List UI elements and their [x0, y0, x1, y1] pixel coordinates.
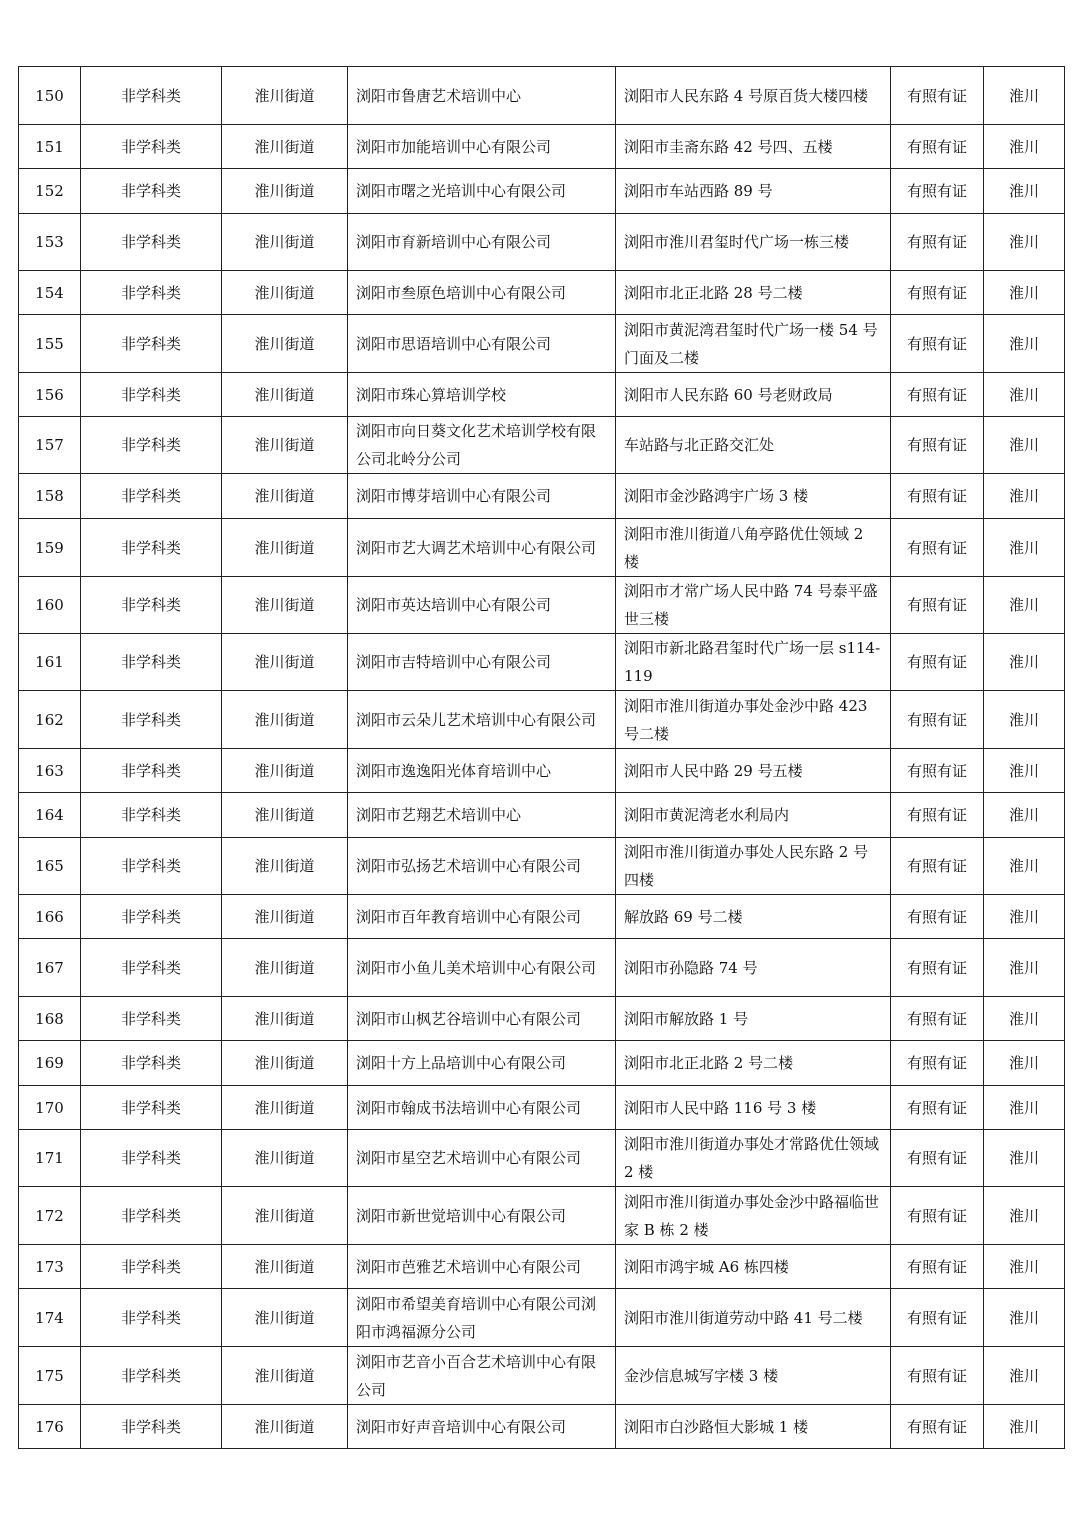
category-cell: 非学科类 — [81, 125, 222, 169]
institution-name-cell: 浏阳市曙之光培训中心有限公司 — [348, 169, 616, 214]
table-row — [19, 997, 1065, 1041]
row-number: 175 — [19, 1347, 81, 1405]
address-cell: 浏阳市淮川君玺时代广场一栋三楼 — [616, 214, 891, 271]
street-cell: 淮川街道 — [222, 1405, 348, 1449]
street-cell: 淮川街道 — [222, 519, 348, 577]
address-cell: 解放路 69 号二楼 — [616, 895, 891, 939]
area-cell: 淮川 — [984, 315, 1065, 373]
area-cell: 淮川 — [984, 67, 1065, 125]
table-row — [19, 1041, 1065, 1086]
row-number: 152 — [19, 169, 81, 214]
address-cell: 车站路与北正路交汇处 — [616, 417, 891, 474]
address-cell: 浏阳市北正北路 2 号二楼 — [616, 1041, 891, 1086]
area-cell: 淮川 — [984, 1086, 1065, 1130]
row-number: 167 — [19, 939, 81, 997]
institution-name-cell: 浏阳市博芽培训中心有限公司 — [348, 474, 616, 519]
license-status-cell: 有照有证 — [891, 1289, 984, 1347]
area-cell: 淮川 — [984, 1245, 1065, 1289]
table-body — [19, 67, 1065, 1449]
address-cell: 浏阳市黄泥湾君玺时代广场一楼 54 号门面及二楼 — [616, 315, 891, 373]
category-cell: 非学科类 — [81, 895, 222, 939]
area-cell: 淮川 — [984, 634, 1065, 691]
license-status-cell: 有照有证 — [891, 749, 984, 793]
institution-name-cell: 浏阳市好声音培训中心有限公司 — [348, 1405, 616, 1449]
row-number: 163 — [19, 749, 81, 793]
category-cell: 非学科类 — [81, 417, 222, 474]
address-cell: 浏阳市淮川街道八角亭路优仕领域 2 楼 — [616, 519, 891, 577]
license-status-cell: 有照有证 — [891, 577, 984, 634]
address-cell: 浏阳市鸿宇城 A6 栋四楼 — [616, 1245, 891, 1289]
institution-name-cell: 浏阳市翰成书法培训中心有限公司 — [348, 1086, 616, 1130]
institution-name-cell: 浏阳市向日葵文化艺术培训学校有限公司北岭分公司 — [348, 417, 616, 474]
street-cell: 淮川街道 — [222, 939, 348, 997]
institution-name-cell: 浏阳市弘扬艺术培训中心有限公司 — [348, 838, 616, 895]
category-cell: 非学科类 — [81, 577, 222, 634]
area-cell: 淮川 — [984, 997, 1065, 1041]
area-cell: 淮川 — [984, 939, 1065, 997]
license-status-cell: 有照有证 — [891, 1245, 984, 1289]
street-cell: 淮川街道 — [222, 271, 348, 315]
license-status-cell: 有照有证 — [891, 939, 984, 997]
category-cell: 非学科类 — [81, 67, 222, 125]
category-cell: 非学科类 — [81, 169, 222, 214]
category-cell: 非学科类 — [81, 373, 222, 417]
address-cell: 浏阳市新北路君玺时代广场一层 s114-119 — [616, 634, 891, 691]
category-cell: 非学科类 — [81, 1405, 222, 1449]
institution-name-cell: 浏阳市星空艺术培训中心有限公司 — [348, 1130, 616, 1187]
address-cell: 浏阳市人民中路 29 号五楼 — [616, 749, 891, 793]
street-cell: 淮川街道 — [222, 169, 348, 214]
street-cell: 淮川街道 — [222, 793, 348, 838]
table-row — [19, 939, 1065, 997]
institution-name-cell: 浏阳市英达培训中心有限公司 — [348, 577, 616, 634]
row-number: 154 — [19, 271, 81, 315]
table-row — [19, 838, 1065, 895]
license-status-cell: 有照有证 — [891, 474, 984, 519]
street-cell: 淮川街道 — [222, 214, 348, 271]
category-cell: 非学科类 — [81, 838, 222, 895]
address-cell: 浏阳市淮川街道办事处金沙中路福临世家 B 栋 2 楼 — [616, 1187, 891, 1245]
row-number: 173 — [19, 1245, 81, 1289]
category-cell: 非学科类 — [81, 1086, 222, 1130]
institution-name-cell: 浏阳市逸逸阳光体育培训中心 — [348, 749, 616, 793]
address-cell: 浏阳市淮川街道办事处人民东路 2 号四楼 — [616, 838, 891, 895]
row-number: 176 — [19, 1405, 81, 1449]
row-number: 162 — [19, 691, 81, 749]
license-status-cell: 有照有证 — [891, 1041, 984, 1086]
institution-name-cell: 浏阳市云朵儿艺术培训中心有限公司 — [348, 691, 616, 749]
area-cell: 淮川 — [984, 838, 1065, 895]
license-status-cell: 有照有证 — [891, 271, 984, 315]
table-row — [19, 1347, 1065, 1405]
street-cell: 淮川街道 — [222, 577, 348, 634]
license-status-cell: 有照有证 — [891, 997, 984, 1041]
institution-name-cell: 浏阳市百年教育培训中心有限公司 — [348, 895, 616, 939]
category-cell: 非学科类 — [81, 793, 222, 838]
institution-name-cell: 浏阳市鲁唐艺术培训中心 — [348, 67, 616, 125]
row-number: 157 — [19, 417, 81, 474]
table-row — [19, 373, 1065, 417]
institution-name-cell: 浏阳市艺翔艺术培训中心 — [348, 793, 616, 838]
institution-name-cell: 浏阳市新世觉培训中心有限公司 — [348, 1187, 616, 1245]
street-cell: 淮川街道 — [222, 1130, 348, 1187]
institution-name-cell: 浏阳市芭雅艺术培训中心有限公司 — [348, 1245, 616, 1289]
street-cell: 淮川街道 — [222, 474, 348, 519]
street-cell: 淮川街道 — [222, 67, 348, 125]
table-row — [19, 271, 1065, 315]
category-cell: 非学科类 — [81, 519, 222, 577]
category-cell: 非学科类 — [81, 749, 222, 793]
table-row — [19, 1130, 1065, 1187]
license-status-cell: 有照有证 — [891, 315, 984, 373]
address-cell: 浏阳市淮川街道办事处金沙中路 423 号二楼 — [616, 691, 891, 749]
table-row — [19, 1289, 1065, 1347]
table-row — [19, 793, 1065, 838]
street-cell: 淮川街道 — [222, 749, 348, 793]
street-cell: 淮川街道 — [222, 1187, 348, 1245]
area-cell: 淮川 — [984, 519, 1065, 577]
area-cell: 淮川 — [984, 1041, 1065, 1086]
institution-name-cell: 浏阳市艺音小百合艺术培训中心有限公司 — [348, 1347, 616, 1405]
row-number: 166 — [19, 895, 81, 939]
license-status-cell: 有照有证 — [891, 125, 984, 169]
institution-name-cell: 浏阳十方上品培训中心有限公司 — [348, 1041, 616, 1086]
address-cell: 浏阳市人民东路 4 号原百货大楼四楼 — [616, 67, 891, 125]
area-cell: 淮川 — [984, 373, 1065, 417]
license-status-cell: 有照有证 — [891, 895, 984, 939]
institution-name-cell: 浏阳市小鱼儿美术培训中心有限公司 — [348, 939, 616, 997]
license-status-cell: 有照有证 — [891, 634, 984, 691]
street-cell: 淮川街道 — [222, 1245, 348, 1289]
row-number: 165 — [19, 838, 81, 895]
row-number: 156 — [19, 373, 81, 417]
row-number: 153 — [19, 214, 81, 271]
address-cell: 浏阳市圭斋东路 42 号四、五楼 — [616, 125, 891, 169]
address-cell: 浏阳市白沙路恒大影城 1 楼 — [616, 1405, 891, 1449]
category-cell: 非学科类 — [81, 1130, 222, 1187]
address-cell: 浏阳市人民东路 60 号老财政局 — [616, 373, 891, 417]
category-cell: 非学科类 — [81, 1245, 222, 1289]
category-cell: 非学科类 — [81, 315, 222, 373]
address-cell: 浏阳市北正北路 28 号二楼 — [616, 271, 891, 315]
area-cell: 淮川 — [984, 749, 1065, 793]
address-cell: 浏阳市黄泥湾老水利局内 — [616, 793, 891, 838]
license-status-cell: 有照有证 — [891, 1347, 984, 1405]
address-cell: 浏阳市解放路 1 号 — [616, 997, 891, 1041]
row-number: 168 — [19, 997, 81, 1041]
row-number: 159 — [19, 519, 81, 577]
street-cell: 淮川街道 — [222, 1086, 348, 1130]
category-cell: 非学科类 — [81, 939, 222, 997]
row-number: 170 — [19, 1086, 81, 1130]
table-row — [19, 1405, 1065, 1449]
area-cell: 淮川 — [984, 125, 1065, 169]
table-row — [19, 691, 1065, 749]
license-status-cell: 有照有证 — [891, 1130, 984, 1187]
street-cell: 淮川街道 — [222, 1041, 348, 1086]
row-number: 172 — [19, 1187, 81, 1245]
street-cell: 淮川街道 — [222, 417, 348, 474]
license-status-cell: 有照有证 — [891, 67, 984, 125]
category-cell: 非学科类 — [81, 1289, 222, 1347]
institution-name-cell: 浏阳市艺大调艺术培训中心有限公司 — [348, 519, 616, 577]
area-cell: 淮川 — [984, 691, 1065, 749]
address-cell: 浏阳市淮川街道劳动中路 41 号二楼 — [616, 1289, 891, 1347]
address-cell: 浏阳市孙隐路 74 号 — [616, 939, 891, 997]
area-cell: 淮川 — [984, 1347, 1065, 1405]
address-cell: 浏阳市淮川街道办事处才常路优仕领域 2 楼 — [616, 1130, 891, 1187]
area-cell: 淮川 — [984, 214, 1065, 271]
street-cell: 淮川街道 — [222, 691, 348, 749]
row-number: 169 — [19, 1041, 81, 1086]
institution-name-cell: 浏阳市吉特培训中心有限公司 — [348, 634, 616, 691]
area-cell: 淮川 — [984, 474, 1065, 519]
institution-name-cell: 浏阳市珠心算培训学校 — [348, 373, 616, 417]
street-cell: 淮川街道 — [222, 1347, 348, 1405]
row-number: 151 — [19, 125, 81, 169]
area-cell: 淮川 — [984, 1130, 1065, 1187]
category-cell: 非学科类 — [81, 1347, 222, 1405]
table-row — [19, 315, 1065, 373]
area-cell: 淮川 — [984, 895, 1065, 939]
area-cell: 淮川 — [984, 1405, 1065, 1449]
address-cell: 浏阳市车站西路 89 号 — [616, 169, 891, 214]
row-number: 161 — [19, 634, 81, 691]
license-status-cell: 有照有证 — [891, 1187, 984, 1245]
institution-name-cell: 浏阳市山枫艺谷培训中心有限公司 — [348, 997, 616, 1041]
category-cell: 非学科类 — [81, 271, 222, 315]
row-number: 171 — [19, 1130, 81, 1187]
street-cell: 淮川街道 — [222, 838, 348, 895]
street-cell: 淮川街道 — [222, 315, 348, 373]
institution-table — [18, 66, 1065, 1449]
area-cell: 淮川 — [984, 417, 1065, 474]
license-status-cell: 有照有证 — [891, 691, 984, 749]
row-number: 160 — [19, 577, 81, 634]
category-cell: 非学科类 — [81, 997, 222, 1041]
area-cell: 淮川 — [984, 271, 1065, 315]
street-cell: 淮川街道 — [222, 373, 348, 417]
street-cell: 淮川街道 — [222, 1289, 348, 1347]
table-row — [19, 1187, 1065, 1245]
address-cell: 浏阳市人民中路 116 号 3 楼 — [616, 1086, 891, 1130]
table-row — [19, 577, 1065, 634]
row-number: 158 — [19, 474, 81, 519]
address-cell: 金沙信息城写字楼 3 楼 — [616, 1347, 891, 1405]
row-number: 174 — [19, 1289, 81, 1347]
institution-name-cell: 浏阳市叁原色培训中心有限公司 — [348, 271, 616, 315]
area-cell: 淮川 — [984, 169, 1065, 214]
street-cell: 淮川街道 — [222, 125, 348, 169]
table-row — [19, 125, 1065, 169]
license-status-cell: 有照有证 — [891, 519, 984, 577]
table-row — [19, 1086, 1065, 1130]
institution-name-cell: 浏阳市加能培训中心有限公司 — [348, 125, 616, 169]
category-cell: 非学科类 — [81, 691, 222, 749]
table-row — [19, 67, 1065, 125]
area-cell: 淮川 — [984, 793, 1065, 838]
address-cell: 浏阳市才常广场人民中路 74 号泰平盛世三楼 — [616, 577, 891, 634]
table-row — [19, 519, 1065, 577]
table-row — [19, 634, 1065, 691]
table-row — [19, 474, 1065, 519]
area-cell: 淮川 — [984, 1289, 1065, 1347]
row-number: 155 — [19, 315, 81, 373]
area-cell: 淮川 — [984, 1187, 1065, 1245]
institution-name-cell: 浏阳市思语培训中心有限公司 — [348, 315, 616, 373]
license-status-cell: 有照有证 — [891, 214, 984, 271]
license-status-cell: 有照有证 — [891, 373, 984, 417]
table-row — [19, 1245, 1065, 1289]
street-cell: 淮川街道 — [222, 997, 348, 1041]
area-cell: 淮川 — [984, 577, 1065, 634]
license-status-cell: 有照有证 — [891, 793, 984, 838]
category-cell: 非学科类 — [81, 474, 222, 519]
institution-name-cell: 浏阳市希望美育培训中心有限公司浏阳市鸿福源分公司 — [348, 1289, 616, 1347]
license-status-cell: 有照有证 — [891, 1086, 984, 1130]
license-status-cell: 有照有证 — [891, 1405, 984, 1449]
row-number: 164 — [19, 793, 81, 838]
table-row — [19, 895, 1065, 939]
table-row — [19, 417, 1065, 474]
category-cell: 非学科类 — [81, 214, 222, 271]
category-cell: 非学科类 — [81, 1041, 222, 1086]
license-status-cell: 有照有证 — [891, 169, 984, 214]
institution-name-cell: 浏阳市育新培训中心有限公司 — [348, 214, 616, 271]
category-cell: 非学科类 — [81, 634, 222, 691]
table-row — [19, 749, 1065, 793]
row-number: 150 — [19, 67, 81, 125]
table-row — [19, 214, 1065, 271]
street-cell: 淮川街道 — [222, 634, 348, 691]
street-cell: 淮川街道 — [222, 895, 348, 939]
license-status-cell: 有照有证 — [891, 838, 984, 895]
license-status-cell: 有照有证 — [891, 417, 984, 474]
table-row — [19, 169, 1065, 214]
address-cell: 浏阳市金沙路鸿宇广场 3 楼 — [616, 474, 891, 519]
category-cell: 非学科类 — [81, 1187, 222, 1245]
